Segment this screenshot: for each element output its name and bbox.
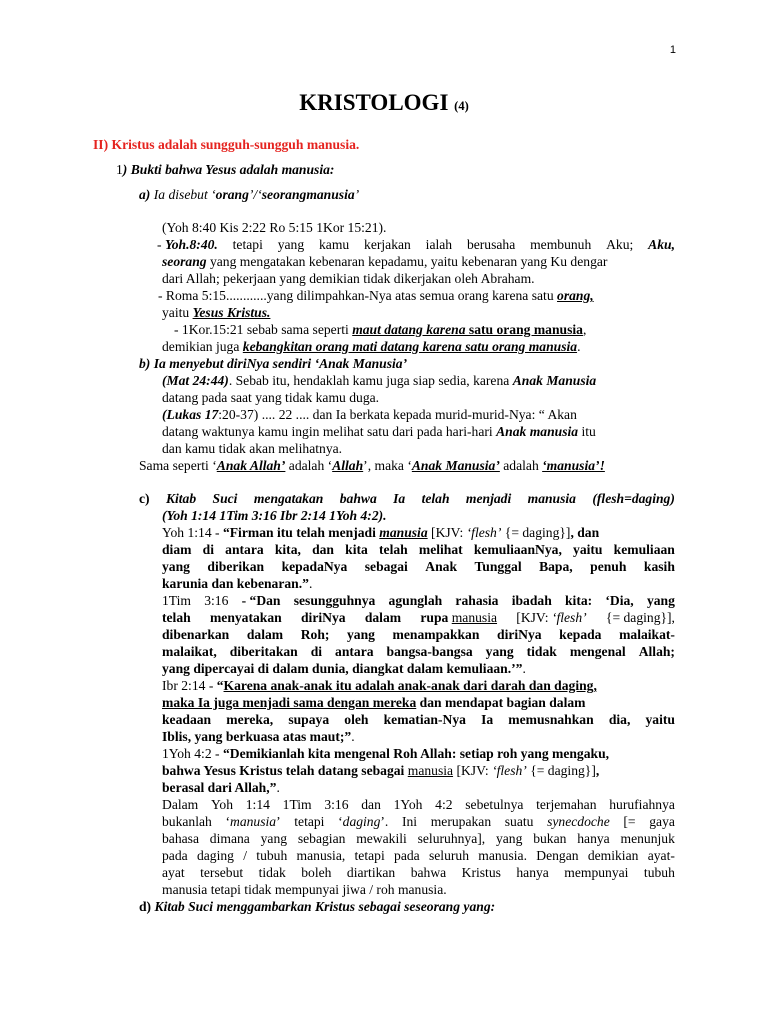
subpoint-b-heading: b) Ia menyebut diriNya sendiri ‘Anak Manusia’: [139, 356, 408, 371]
subpoint-d-heading: d) Kitab Suci menggambarkan Kristus sebagai seseorang yang:: [139, 899, 496, 914]
ibr-2-14-line-4: Iblis, yang berkuasa atas maut;”.: [162, 729, 355, 744]
yoh-1-14-line-4: karunia dan kebenaran.”.: [162, 576, 313, 591]
kor-15-21-line-2: demikian juga kebangkitan orang mati datang karena satu orang manusia.: [162, 339, 581, 354]
ibr-2-14-line-1: Ibr 2:14 - “Karena anak-anak itu adalah anak-anak dari darah dan daging,: [162, 678, 597, 693]
tim-3-16-line-1: 1Tim 3:16 - “Dan sesungguhnya agunglah rahasia ibadah kita: ‘Dia, yang: [162, 593, 675, 608]
yoh-4-2-line-1: 1Yoh 4:2 - “Demikianlah kita mengenal Roh Allah: setiap roh yang mengaku,: [162, 746, 610, 761]
lukas-17-line-2: datang waktunya kamu ingin melihat satu dari pada hari-hari Anak manusia itu: [162, 424, 596, 439]
explanation-line-2: bukanlah ‘manusia’ tetapi ‘daging’. Ini merupakan suatu synecdoche [= gaya: [162, 814, 675, 829]
yoh-1-14-line-1: Yoh 1:14 - “Firman itu telah menjadi manusia [KJV: ‘flesh’ {= daging}], dan: [162, 525, 600, 540]
tim-3-16-line-3: dibenarkan dalam Roh; yang menampakkan diriNya kepada malaikat-: [162, 627, 675, 642]
lukas-17-line-1: (Lukas 17:20-37) .... 22 .... dan Ia berkata kepada murid-murid-Nya: “ Akan: [162, 407, 577, 422]
subpoint-c-heading-line-2: (Yoh 1:14 1Tim 3:16 Ibr 2:14 1Yoh 4:2).: [162, 508, 387, 523]
yoh-8-40-line-1: - Yoh.8:40. tetapi yang kamu kerjakan ialah berusaha membunuh Aku; Aku,: [157, 237, 675, 252]
explanation-line-4: pada daging / tubuh manusia, tetapi pada seluruh manusia. Dengan demikian ayat-: [162, 848, 675, 863]
kor-15-21-line-1: - 1Kor.15:21 sebab sama seperti maut datang karena satu orang manusia,: [174, 322, 587, 337]
yoh-4-2-line-3: berasal dari Allah,”.: [162, 780, 280, 795]
tim-3-16-line-5: yang dipercayai di dalam dunia, diangkat dalam kemuliaan.’”.: [162, 661, 526, 676]
roma-5-15-line-2: yaitu Yesus Kristus.: [162, 305, 271, 320]
section-heading: II) Kristus adalah sungguh-sungguh manusia.: [93, 137, 360, 152]
yoh-8-40-line-2: seorang yang mengatakan kebenaran kepadamu, yaitu kebenaran yang Ku dengar: [162, 254, 608, 269]
ibr-2-14-line-3: keadaan mereka, supaya oleh kematian-Nya Ia memusnahkan dia, yaitu: [162, 712, 675, 727]
tim-3-16-line-2: telah menyatakan diriNya dalam rupa manusia [KJV: ‘flesh’ {= daging}],: [162, 610, 675, 625]
yoh-8-40-line-3: dari Allah; pekerjaan yang demikian tidak dikerjakan oleh Abraham.: [162, 271, 535, 286]
explanation-line-5: ayat tersebut tidak boleh diartikan bahwa Kristus hanya mempunyai tubuh: [162, 865, 675, 880]
explanation-line-1: Dalam Yoh 1:14 1Tim 3:16 dan 1Yoh 4:2 sebetulnya terjemahan hurufiahnya: [162, 797, 675, 812]
mat-24-44-line-1: (Mat 24:44). Sebab itu, hendaklah kamu juga siap sedia, karena Anak Manusia: [162, 373, 597, 388]
yoh-1-14-line-3: yang diberikan kepadaNya sebagai Anak Tunggal Bapa, penuh kasih: [162, 559, 675, 574]
point-1-heading: 1) Bukti bahwa Yesus adalah manusia:: [116, 162, 335, 177]
anak-manusia-summary: Sama seperti ‘Anak Allah’ adalah ‘Allah’, maka ‘Anak Manusia’ adalah ‘manusia’!: [139, 458, 605, 473]
title-part-number: (4): [454, 99, 469, 113]
mat-24-44-line-2: datang pada saat yang tidak kamu duga.: [162, 390, 380, 405]
page-title: KRISTOLOGI (4): [299, 90, 469, 115]
lukas-17-line-3: dan kamu tidak akan melihatnya.: [162, 441, 343, 456]
explanation-line-3: bahasa dimana yang sebagian mewakili seluruhnya], yang bukan hanya menunjuk: [162, 831, 675, 846]
subpoint-a-references: (Yoh 8:40 Kis 2:22 Ro 5:15 1Kor 15:21).: [162, 220, 387, 235]
yoh-4-2-line-2: bahwa Yesus Kristus telah datang sebagai manusia [KJV: ‘flesh’ {= daging}],: [162, 763, 600, 778]
yoh-1-14-line-2: diam di antara kita, dan kita telah melihat kemuliaanNya, yaitu kemuliaan: [162, 542, 675, 557]
explanation-line-6: manusia tetapi tidak mempunyai jiwa / roh manusia.: [162, 882, 447, 897]
subpoint-c-heading-line-1: c) Kitab Suci mengatakan bahwa Ia telah menjadi manusia (flesh=daging): [139, 491, 675, 506]
roma-5-15-line-1: - Roma 5:15............yang dilimpahkan-Nya atas semua orang karena satu orang,: [158, 288, 594, 303]
tim-3-16-line-4: malaikat, diberitakan di antara bangsa-bangsa yang tidak mengenal Allah;: [162, 644, 675, 659]
subpoint-a-heading: a) Ia disebut ‘orang’/‘seorangmanusia’: [139, 187, 360, 202]
ibr-2-14-line-2: maka Ia juga menjadi sama dengan mereka dan mendapat bagian dalam: [162, 695, 586, 710]
page-number: 1: [669, 44, 676, 56]
